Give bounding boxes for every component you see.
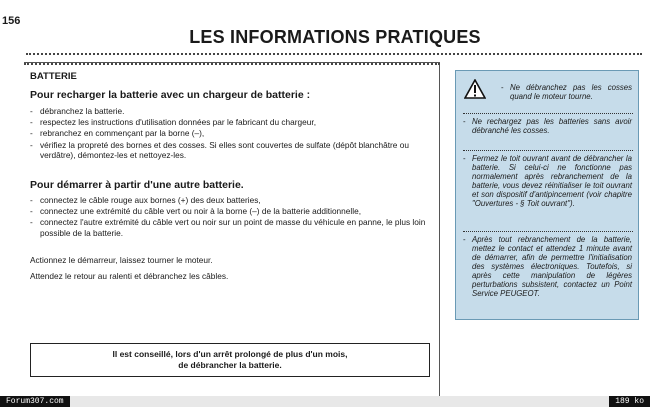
footer-bar <box>0 396 650 407</box>
tip-item: - Ne rechargez pas les batteries sans avoir débranché les cosses. <box>463 117 632 135</box>
list-item: - connectez le câble rouge aux bornes (+) des deux batteries, <box>30 195 426 205</box>
footer-size: 189 ko <box>609 396 650 407</box>
tip-item: - Ne débranchez pas les cosses quand le moteur tourne. <box>501 83 632 101</box>
list-item: - connectez l'autre extrémité du câble vert ou noir sur un point de masse du véhicule en panne, le plus loin possible de la batterie. <box>30 217 426 237</box>
jumpstart-after-1: Actionnez le démarreur, laissez tourner le moteur. <box>30 255 213 265</box>
column-divider <box>24 63 440 65</box>
tip-divider <box>463 231 633 232</box>
tip-item: - Fermez le toit ouvrant avant de débrancher la batterie. Si celui-ci ne fonctionne pas normalement après rebranchement de la batterie, vous devez réinitialiser le toit ouvrant et son dispositif d'antipincement (voir chapitre "Ouvertures - § Toit ouvrant"). <box>463 154 632 208</box>
notice-line-1: Il est conseillé, lors d'un arrêt prolongé de plus d'un mois, <box>112 349 348 359</box>
list-item: - connectez une extrémité du câble vert ou noir à la borne (–) de la batterie additionnelle, <box>30 206 426 216</box>
tip-text: Après tout rebranchement de la batterie, mettez le contact et attendez 1 minute avant de démarrer, afin de permettre l'initialisation des systèmes électroniques. Toutefois, si après cette manipulation de légères perturbations subsistent, contactez un Point Service PEUGEOT. <box>472 235 632 298</box>
title-divider <box>26 53 642 55</box>
jumpstart-after-2: Attendez le retour au ralenti et débranchez les câbles. <box>30 271 229 281</box>
charger-steps <box>30 106 426 161</box>
list-item: - débranchez la batterie. <box>30 106 426 116</box>
tip-text: Fermez le toit ouvrant avant de débrancher la batterie. Si celui-ci ne fonctionne pas normalement après rebranchement de la batterie, vous devez réinitialiser le toit ouvrant et son dispositif d'antipincement (voir chapitre "Ouvertures - § Toit ouvrant"). <box>472 154 632 208</box>
tip-text: Ne débranchez pas les cosses quand le moteur tourne. <box>510 83 632 101</box>
jumpstart-steps <box>30 195 426 239</box>
charger-heading: Pour recharger la batterie avec un chargeur de batterie : <box>30 89 311 101</box>
tip-divider <box>463 113 633 114</box>
section-title: BATTERIE <box>30 71 77 82</box>
list-item: - vérifiez la propreté des bornes et des cosses. Si elles sont couvertes de sulfate (dépôt blanchâtre ou verdâtre), démontez-les et nettoyez-les. <box>30 140 426 160</box>
jumpstart-heading: Pour démarrer à partir d'une autre batterie. <box>30 179 244 191</box>
warning-sidebar <box>455 70 639 320</box>
page-title: LES INFORMATIONS PRATIQUES <box>189 27 481 47</box>
warning-triangle-icon <box>464 79 486 99</box>
footer-source: Forum307.com <box>0 396 70 407</box>
tip-divider <box>463 150 633 151</box>
notice-line-2: de débrancher la batterie. <box>178 360 282 370</box>
tip-text: Ne rechargez pas les batteries sans avoir débranché les cosses. <box>472 117 632 135</box>
list-item: - rebranchez en commençant par la borne (–), <box>30 128 426 138</box>
page-number: 156 <box>2 15 21 27</box>
storage-notice <box>30 343 430 377</box>
tip-item: - Après tout rebranchement de la batterie, mettez le contact et attendez 1 minute avant de démarrer, afin de permettre l'initialisation des systèmes électroniques. Toutefois, si après cette manipulation de légères perturbations subsistent, contactez un Point Service PEUGEOT. <box>463 235 632 298</box>
list-item: - respectez les instructions d'utilisation données par le fabricant du chargeur, <box>30 117 426 127</box>
